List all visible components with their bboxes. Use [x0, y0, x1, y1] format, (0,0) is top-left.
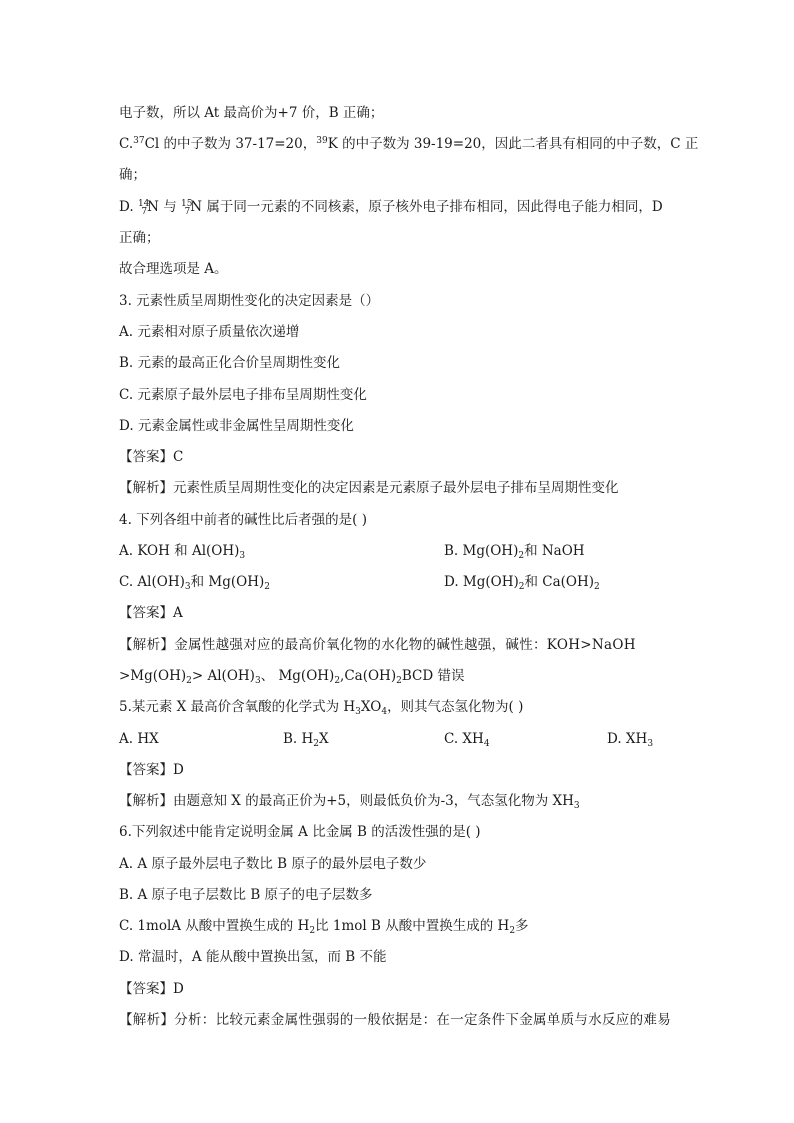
- option-c: C. $Al(OH)_3$和 $Mg(OH)_2$: [119, 574, 270, 592]
- analysis-line: $>Mg(OH)_2> Al(OH)_3$、 $Mg(OH)_2,Ca(OH)_2BCD$ 错误: [119, 668, 465, 686]
- option-a: A. 元素相对原子质量依次递增: [119, 324, 300, 340]
- answer-line: 【答案】D: [119, 762, 184, 778]
- answer-line: 【答案】A: [119, 605, 183, 621]
- question-stem: 5.某元素 X 最高价含氧酸的化学式为 $H_3XO_4$，则其气态氢化物为( ): [119, 699, 524, 717]
- text-line: 电子数，所以 At 最高价为+7 价，B 正确；: [119, 105, 384, 121]
- analysis-line: 【解析】由题意知 X 的最高正价为+5，则最低负价为-3，气态氢化物为 $XH_3$: [119, 793, 580, 811]
- text-line: 故合理选项是 A。: [119, 261, 228, 277]
- option-a: A. A 原子最外层电子数比 B 原子的最外层电子数少: [119, 856, 427, 872]
- answer-line: 【答案】D: [119, 981, 184, 997]
- text-line: D. $^{14}_7$N 与 $^{15}_7$N 属于同一元素的不同核素，原子核外电子排布相同，因此得电子能力相同，D: [119, 199, 663, 217]
- analysis-line: 【解析】分析：比较元素金属性强弱的一般依据是：在一定条件下金属单质与水反应的难易: [119, 1012, 671, 1028]
- option-b: B. $Mg(OH)_2$和 NaOH: [444, 543, 585, 561]
- option-b: B. A 原子电子层数比 B 原子的电子层数多: [119, 887, 373, 903]
- option-b: B. $H_2X$: [283, 731, 329, 749]
- analysis-line: 【解析】元素性质呈周期性变化的决定因素是元素原子最外层电子排布呈周期性变化: [119, 480, 619, 496]
- option-b: B. 元素的最高正化合价呈周期性变化: [119, 355, 341, 371]
- analysis-line: 【解析】金属性越强对应的最高价氧化物的水化物的碱性越强，碱性：KOH>NaOH: [119, 637, 636, 653]
- option-c: C. $XH_4$: [444, 731, 490, 749]
- option-c: C. 元素原子最外层电子排布呈周期性变化: [119, 387, 367, 403]
- option-d: D. $Mg(OH)_2$和 $Ca(OH)_2$: [444, 574, 600, 592]
- option-c: C. 1molA 从酸中置换生成的 $H_2$比 1mol B 从酸中置换生成的 $H_2$多: [119, 918, 529, 936]
- option-a: A. HX: [119, 731, 159, 747]
- text-line: C.$^{37}$Cl 的中子数为 37-17=20，$^{39}$K 的中子数为 39-19=20，因此二者具有相同的中子数，C 正: [119, 136, 699, 152]
- text-line: 正确；: [119, 230, 160, 246]
- question-stem: 3. 元素性质呈周期性变化的决定因素是（）: [119, 293, 380, 309]
- option-d: D. $XH_3$: [607, 731, 654, 749]
- answer-line: 【答案】C: [119, 449, 184, 465]
- option-a: A. KOH 和 $Al(OH)_3$: [119, 543, 246, 561]
- option-d: D. 常温时，A 能从酸中置换出氢，而 B 不能: [119, 949, 387, 965]
- question-stem: 4. 下列各组中前者的碱性比后者强的是( ): [119, 512, 367, 528]
- question-stem: 6.下列叙述中能肯定说明金属 A 比金属 B 的活泼性强的是( ): [119, 824, 481, 840]
- option-d: D. 元素金属性或非金属性呈周期性变化: [119, 418, 354, 434]
- text-line: 确；: [119, 167, 146, 183]
